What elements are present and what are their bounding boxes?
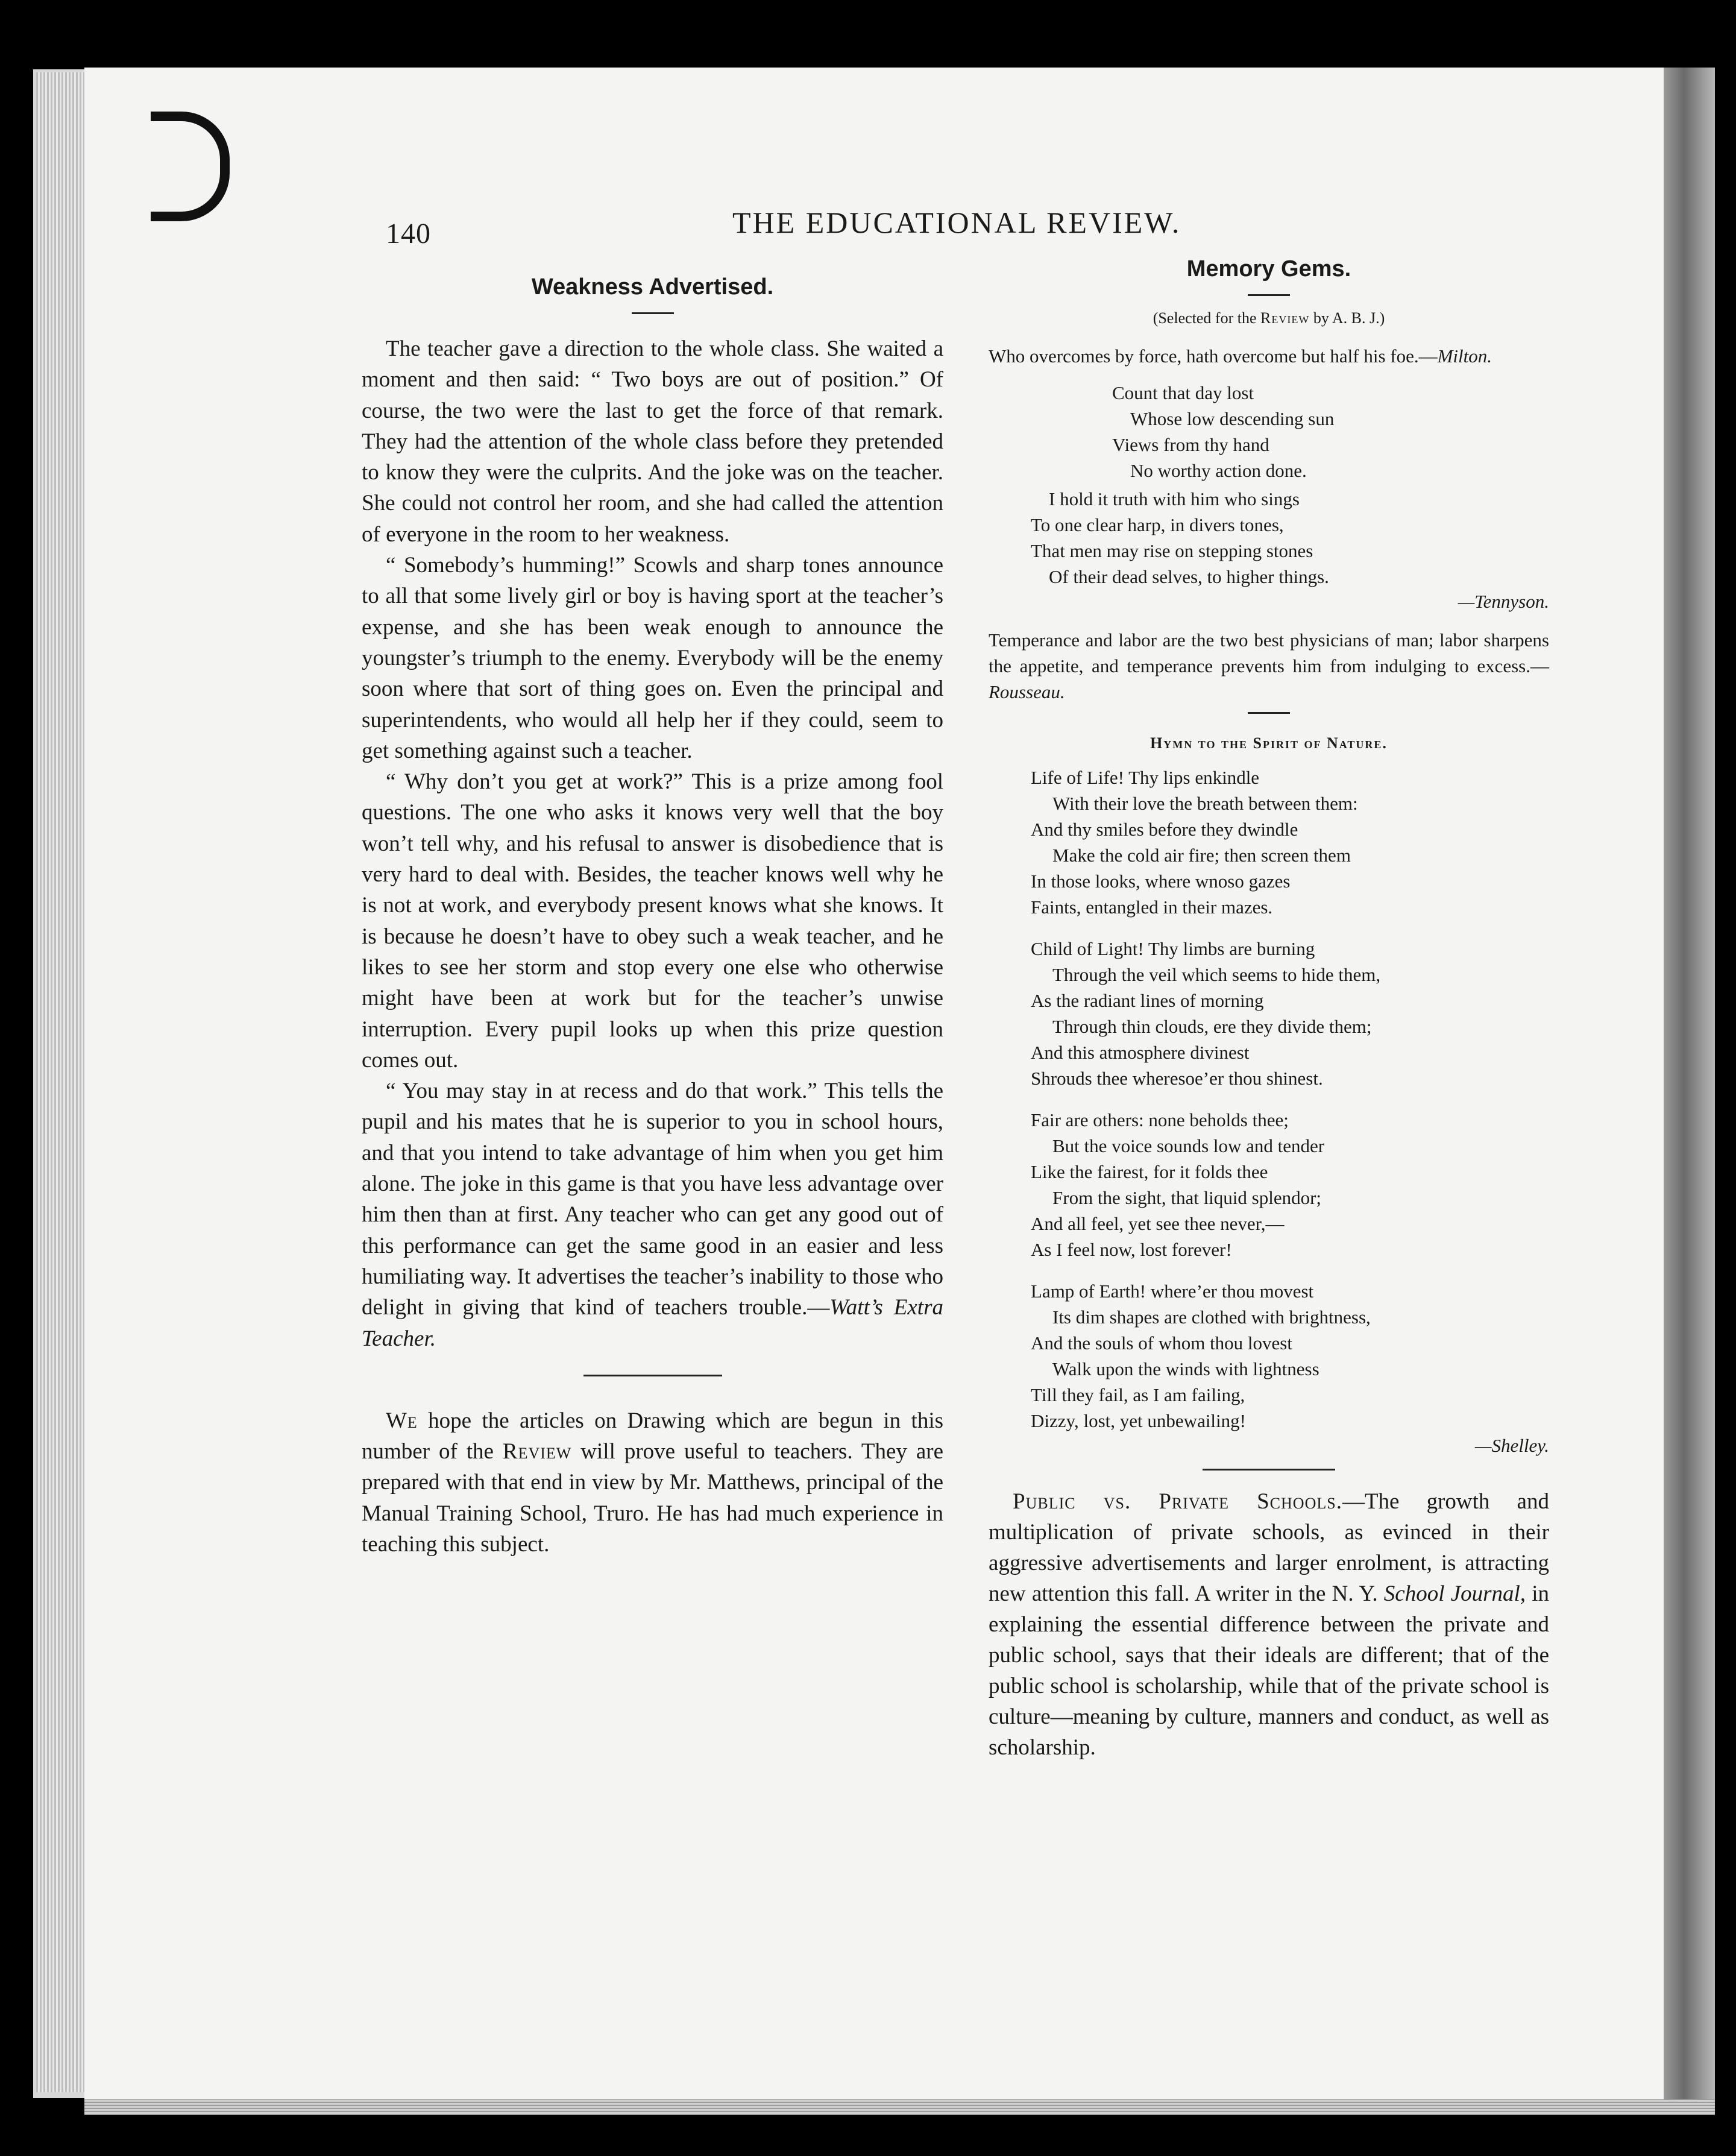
verse-line: And all feel, yet see thee never,— bbox=[1031, 1213, 1285, 1234]
public-private-article bbox=[989, 1486, 1549, 1763]
paragraph: “ Somebody’s humming!” Scowls and sharp tones announce to all that some lively girl or boy is having sport at the teacher’s expense, and she has been weak enough to announce the youngster’s triumph to the enemy. Everybody will be the enemy soon where that sort of thing goes on. Even the principal and superintendents, who would all help her if they could, seem to get something against such a teacher. bbox=[362, 553, 943, 763]
poem-title: Hymn to the Spirit of Nature. bbox=[1150, 734, 1388, 752]
article-heading: Weakness Advertised. bbox=[531, 274, 774, 300]
section-rule bbox=[1203, 1469, 1335, 1470]
verse-line: Its dim shapes are clothed with brightness, bbox=[1052, 1307, 1371, 1328]
poem-stanza bbox=[1031, 936, 1549, 1091]
article-text: —The growth and multiplication of private schools, as evinced in their aggressive advertisements and larger enrolment, is attracting new attention this fall. A writer in the N. Y. bbox=[989, 1489, 1549, 1606]
journal-title: THE EDUCATIONAL REVIEW. bbox=[732, 206, 1181, 239]
review-name: Review bbox=[502, 1439, 572, 1464]
verse-line: Fair are others: none beholds thee; bbox=[1031, 1109, 1289, 1130]
verse-line: Faints, entangled in their mazes. bbox=[1031, 897, 1273, 918]
verse-line: Dizzy, lost, yet unbewailing! bbox=[1031, 1410, 1246, 1431]
byline-text: by A. B. J.) bbox=[1309, 309, 1385, 327]
quote-text: Temperance and labor are the two best physicians of man; labor sharpens the appetite, and temperance prevents him from indulging to excess.— bbox=[989, 629, 1549, 676]
verse-line: Lamp of Earth! where’er thou movest bbox=[1031, 1281, 1314, 1302]
paragraph bbox=[362, 1076, 943, 1354]
verse-line: Walk upon the winds with lightness bbox=[1052, 1358, 1319, 1379]
heading-rule bbox=[1248, 294, 1290, 296]
heading-rule bbox=[632, 312, 674, 314]
article-text: in explaining the essential difference between the private and public school, says that their ideals are different; that of the public school is scholarship, while that of the private school is culture—meaning by culture, manners and conduct, as well as scholarship. bbox=[989, 1581, 1549, 1760]
quote-text: Who overcomes by force, hath overcome but half his foe.— bbox=[989, 345, 1438, 367]
verse-line: As I feel now, lost forever! bbox=[1031, 1239, 1232, 1260]
verse-line: Through the veil which seems to hide them, bbox=[1052, 964, 1381, 985]
poem-stanza bbox=[1031, 764, 1549, 920]
right-column bbox=[989, 256, 1549, 1763]
verse-line: Make the cold air fire; then screen them bbox=[1052, 845, 1351, 866]
poem-stanza bbox=[1031, 1278, 1549, 1434]
drawing-note bbox=[362, 1405, 943, 1560]
verse-line: Views from thy hand bbox=[1112, 434, 1269, 455]
verse-line: That men may rise on stepping stones bbox=[1031, 540, 1313, 561]
verse-line: To one clear harp, in divers tones, bbox=[1031, 514, 1284, 535]
quote-author: —Tennyson. bbox=[1458, 591, 1549, 612]
verse-line: Count that day lost bbox=[1112, 382, 1254, 403]
verse-tennyson bbox=[1031, 486, 1549, 590]
verse-line: Life of Life! Thy lips enkindle bbox=[1031, 767, 1260, 788]
article-lead: Public vs. Private Schools. bbox=[1013, 1489, 1342, 1514]
milton-quote bbox=[989, 343, 1549, 369]
journal-name: School Journal, bbox=[1383, 1581, 1526, 1606]
review-name: Review bbox=[1260, 309, 1310, 327]
verse-line: With their love the breath between them: bbox=[1052, 793, 1358, 814]
drawing-note-lead: We bbox=[386, 1408, 418, 1433]
source-citation: Watt’s Extra Teacher. bbox=[362, 1295, 943, 1351]
verse-line: Of their dead selves, to higher things. bbox=[1049, 566, 1329, 587]
byline-text: (Selected for the bbox=[1153, 309, 1260, 327]
verse-line: Shrouds thee wheresoe’er thou shinest. bbox=[1031, 1068, 1323, 1089]
drawing-note-text: will prove useful to teachers. They are prepared with that end in view by Mr. Matthews, principal of the Manual Training School, Truro. He has had much experience in teaching this subject. bbox=[362, 1439, 944, 1557]
left-column bbox=[362, 274, 943, 1560]
verse-line: No worthy action done. bbox=[1130, 460, 1307, 481]
section-rule bbox=[583, 1375, 722, 1376]
right-page-edge bbox=[1664, 68, 1715, 2099]
verse-line: Till they fail, as I am failing, bbox=[1031, 1384, 1245, 1405]
verse-line: Through thin clouds, ere they divide them; bbox=[1052, 1016, 1372, 1037]
verse-line: In those looks, where wnoso gazes bbox=[1031, 871, 1291, 892]
bottom-page-edge bbox=[84, 2099, 1715, 2115]
poem-stanza bbox=[1031, 1107, 1549, 1262]
drawing-note-text: hope the articles on Drawing which are begun in this number of the bbox=[362, 1408, 943, 1464]
verse-line: And this atmosphere divinest bbox=[1031, 1042, 1250, 1063]
page-number: 140 bbox=[386, 218, 431, 250]
verse-line: Child of Light! Thy limbs are burning bbox=[1031, 938, 1315, 959]
quote-author: Rousseau. bbox=[989, 681, 1065, 702]
divider-rule bbox=[1248, 712, 1290, 714]
poem-author: —Shelley. bbox=[1474, 1435, 1549, 1456]
verse-line: I hold it truth with him who sings bbox=[1049, 488, 1300, 509]
verse-line: As the radiant lines of morning bbox=[1031, 990, 1264, 1011]
paragraph: The teacher gave a direction to the whole class. She waited a moment and then said: “ Two boys are out of position.” Of course, the two were the last to get the force of that remark. They had the attention of the whole class before they pretended to know they were the culprits. And the joke was on the teacher. She could not control her room, and she had called the attention of everyone in the room to her weakness. bbox=[362, 336, 943, 547]
verse-line: But the voice sounds low and tender bbox=[1052, 1135, 1325, 1156]
paragraph: “ Why don’t you get at work?” This is a prize among fool questions. The one who asks it knows very well that the boy won’t tell why, and his refusal to answer is disobedience that is very hard to deal with. Besides, the teacher knows well why he is not at work, and everybody present knows what she knows. It is because he doesn’t have to obey such a weak teacher, and he likes to see her storm and stop every one else who otherwise might have been at work but for the teacher’s unwise interruption. Every pupil looks up when this prize question comes out. bbox=[362, 769, 943, 1073]
verse-line: Like the fairest, for it folds thee bbox=[1031, 1161, 1268, 1182]
verse-line: And thy smiles before they dwindle bbox=[1031, 819, 1298, 840]
verse-line: From the sight, that liquid splendor; bbox=[1052, 1187, 1322, 1208]
verse-line: Whose low descending sun bbox=[1130, 408, 1335, 429]
verse-line: And the souls of whom thou lovest bbox=[1031, 1332, 1292, 1354]
byline bbox=[989, 309, 1549, 327]
paragraph-text: “ You may stay in at recess and do that work.” This tells the pupil and his mates that he is superior to you in school hours, and that you intend to take advantage of him when you get him alone. The joke in this game is that you have less advantage over him then than at first. Any teacher who can get any good out of this performance can get the same good in an easier and less humiliating way. It advertises the teacher’s inability to those who delight in giving that kind of teachers trouble.— bbox=[362, 1079, 943, 1320]
section-heading: Memory Gems. bbox=[1186, 256, 1351, 282]
verse-count-that-day bbox=[1112, 380, 1549, 484]
quote-author: Milton. bbox=[1437, 345, 1492, 367]
rousseau-quote bbox=[989, 627, 1549, 705]
